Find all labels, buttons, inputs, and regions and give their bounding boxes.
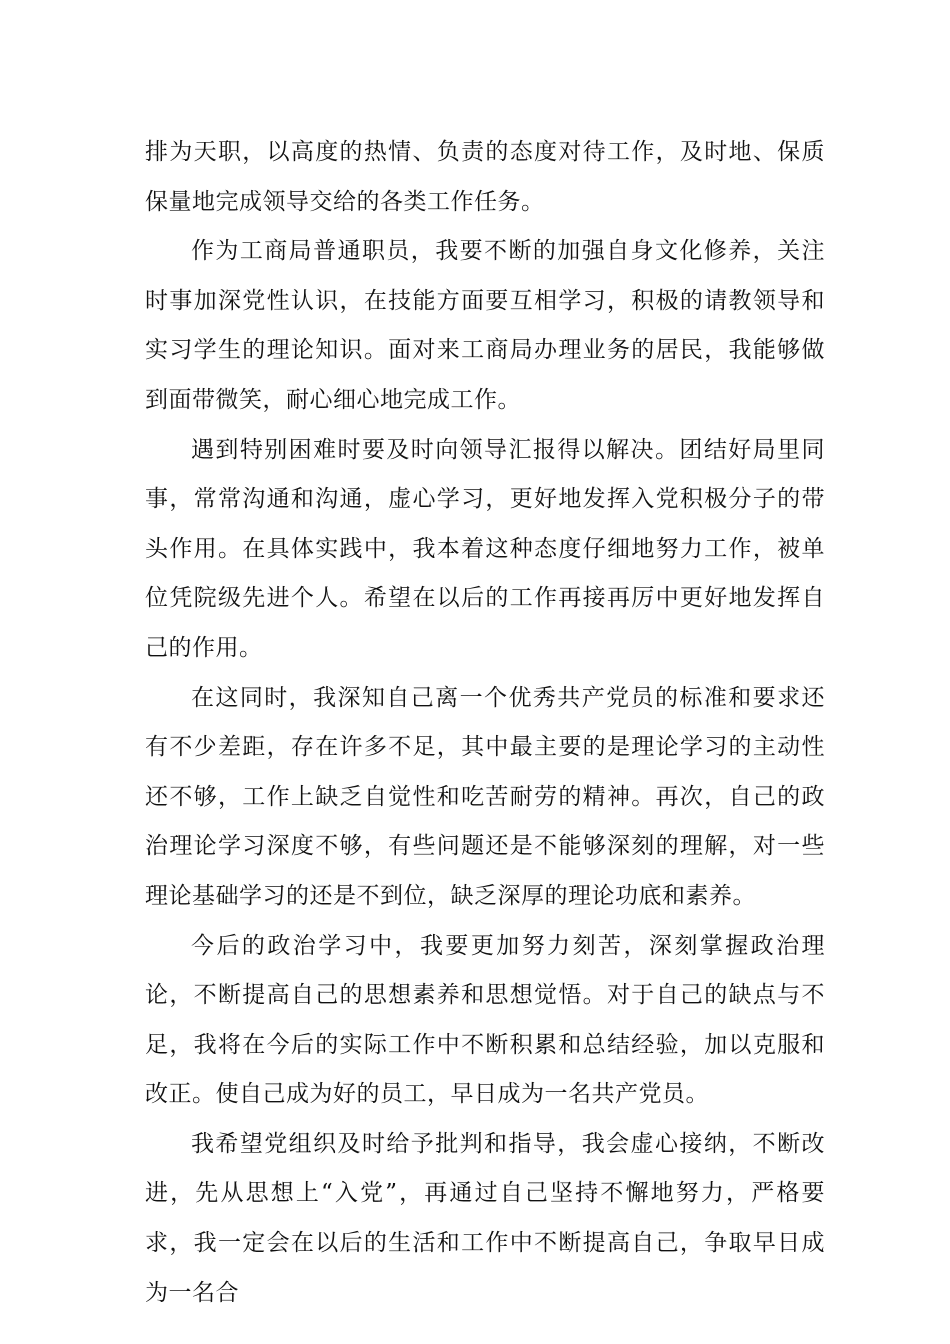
document-body — [145, 128, 825, 1318]
paragraph-3: 遇到特别困难时要及时向领导汇报得以解决。团结好局里同事，常常沟通和沟通，虚心学习，更好地发挥入党积极分子的带头作用。在具体实践中，我本着这种态度仔细地努力工作，被单位凭院级先进个人。希望在以后的工作再接再厉中更好地发挥自己的作用。 — [145, 436, 825, 661]
paragraph-2: 作为工商局普通职员，我要不断的加强自身文化修养，关注时事加深党性认识，在技能方面要互相学习，积极的请教领导和实习学生的理论知识。面对来工商局办理业务的居民，我能够做到面带微笑，耐心细心地完成工作。 — [145, 238, 825, 413]
paragraph-5: 今后的政治学习中，我要更加努力刻苦，深刻掌握政治理论，不断提高自己的思想素养和思想觉悟。对于自己的缺点与不足，我将在今后的实际工作中不断积累和总结经验，加以克服和改正。使自己成为好的员工，早日成为一名共产党员。 — [145, 932, 825, 1108]
paragraph-4: 在这同时，我深知自己离一个优秀共产党员的标准和要求还有不少差距，存在许多不足，其中最主要的是理论学习的主动性还不够，工作上缺乏自觉性和吃苦耐劳的精神。再次，自己的政治理论学习深度不够，有些问题还是不能够深刻的理解，对一些理论基础学习的还是不到位，缺乏深厚的理论功底和素养。 — [145, 684, 825, 909]
paragraph-6: 我希望党组织及时给予批判和指导，我会虚心接纳，不断改进，先从思想上“入党”，再通过自己坚持不懈地努力，严格要求，我一定会在以后的生活和工作中不断提高自己，争取早日成为一名合 — [145, 1130, 825, 1306]
paragraph-1: 排为天职，以高度的热情、负责的态度对待工作，及时地、保质保量地完成领导交给的各类工作任务。 — [145, 139, 825, 215]
